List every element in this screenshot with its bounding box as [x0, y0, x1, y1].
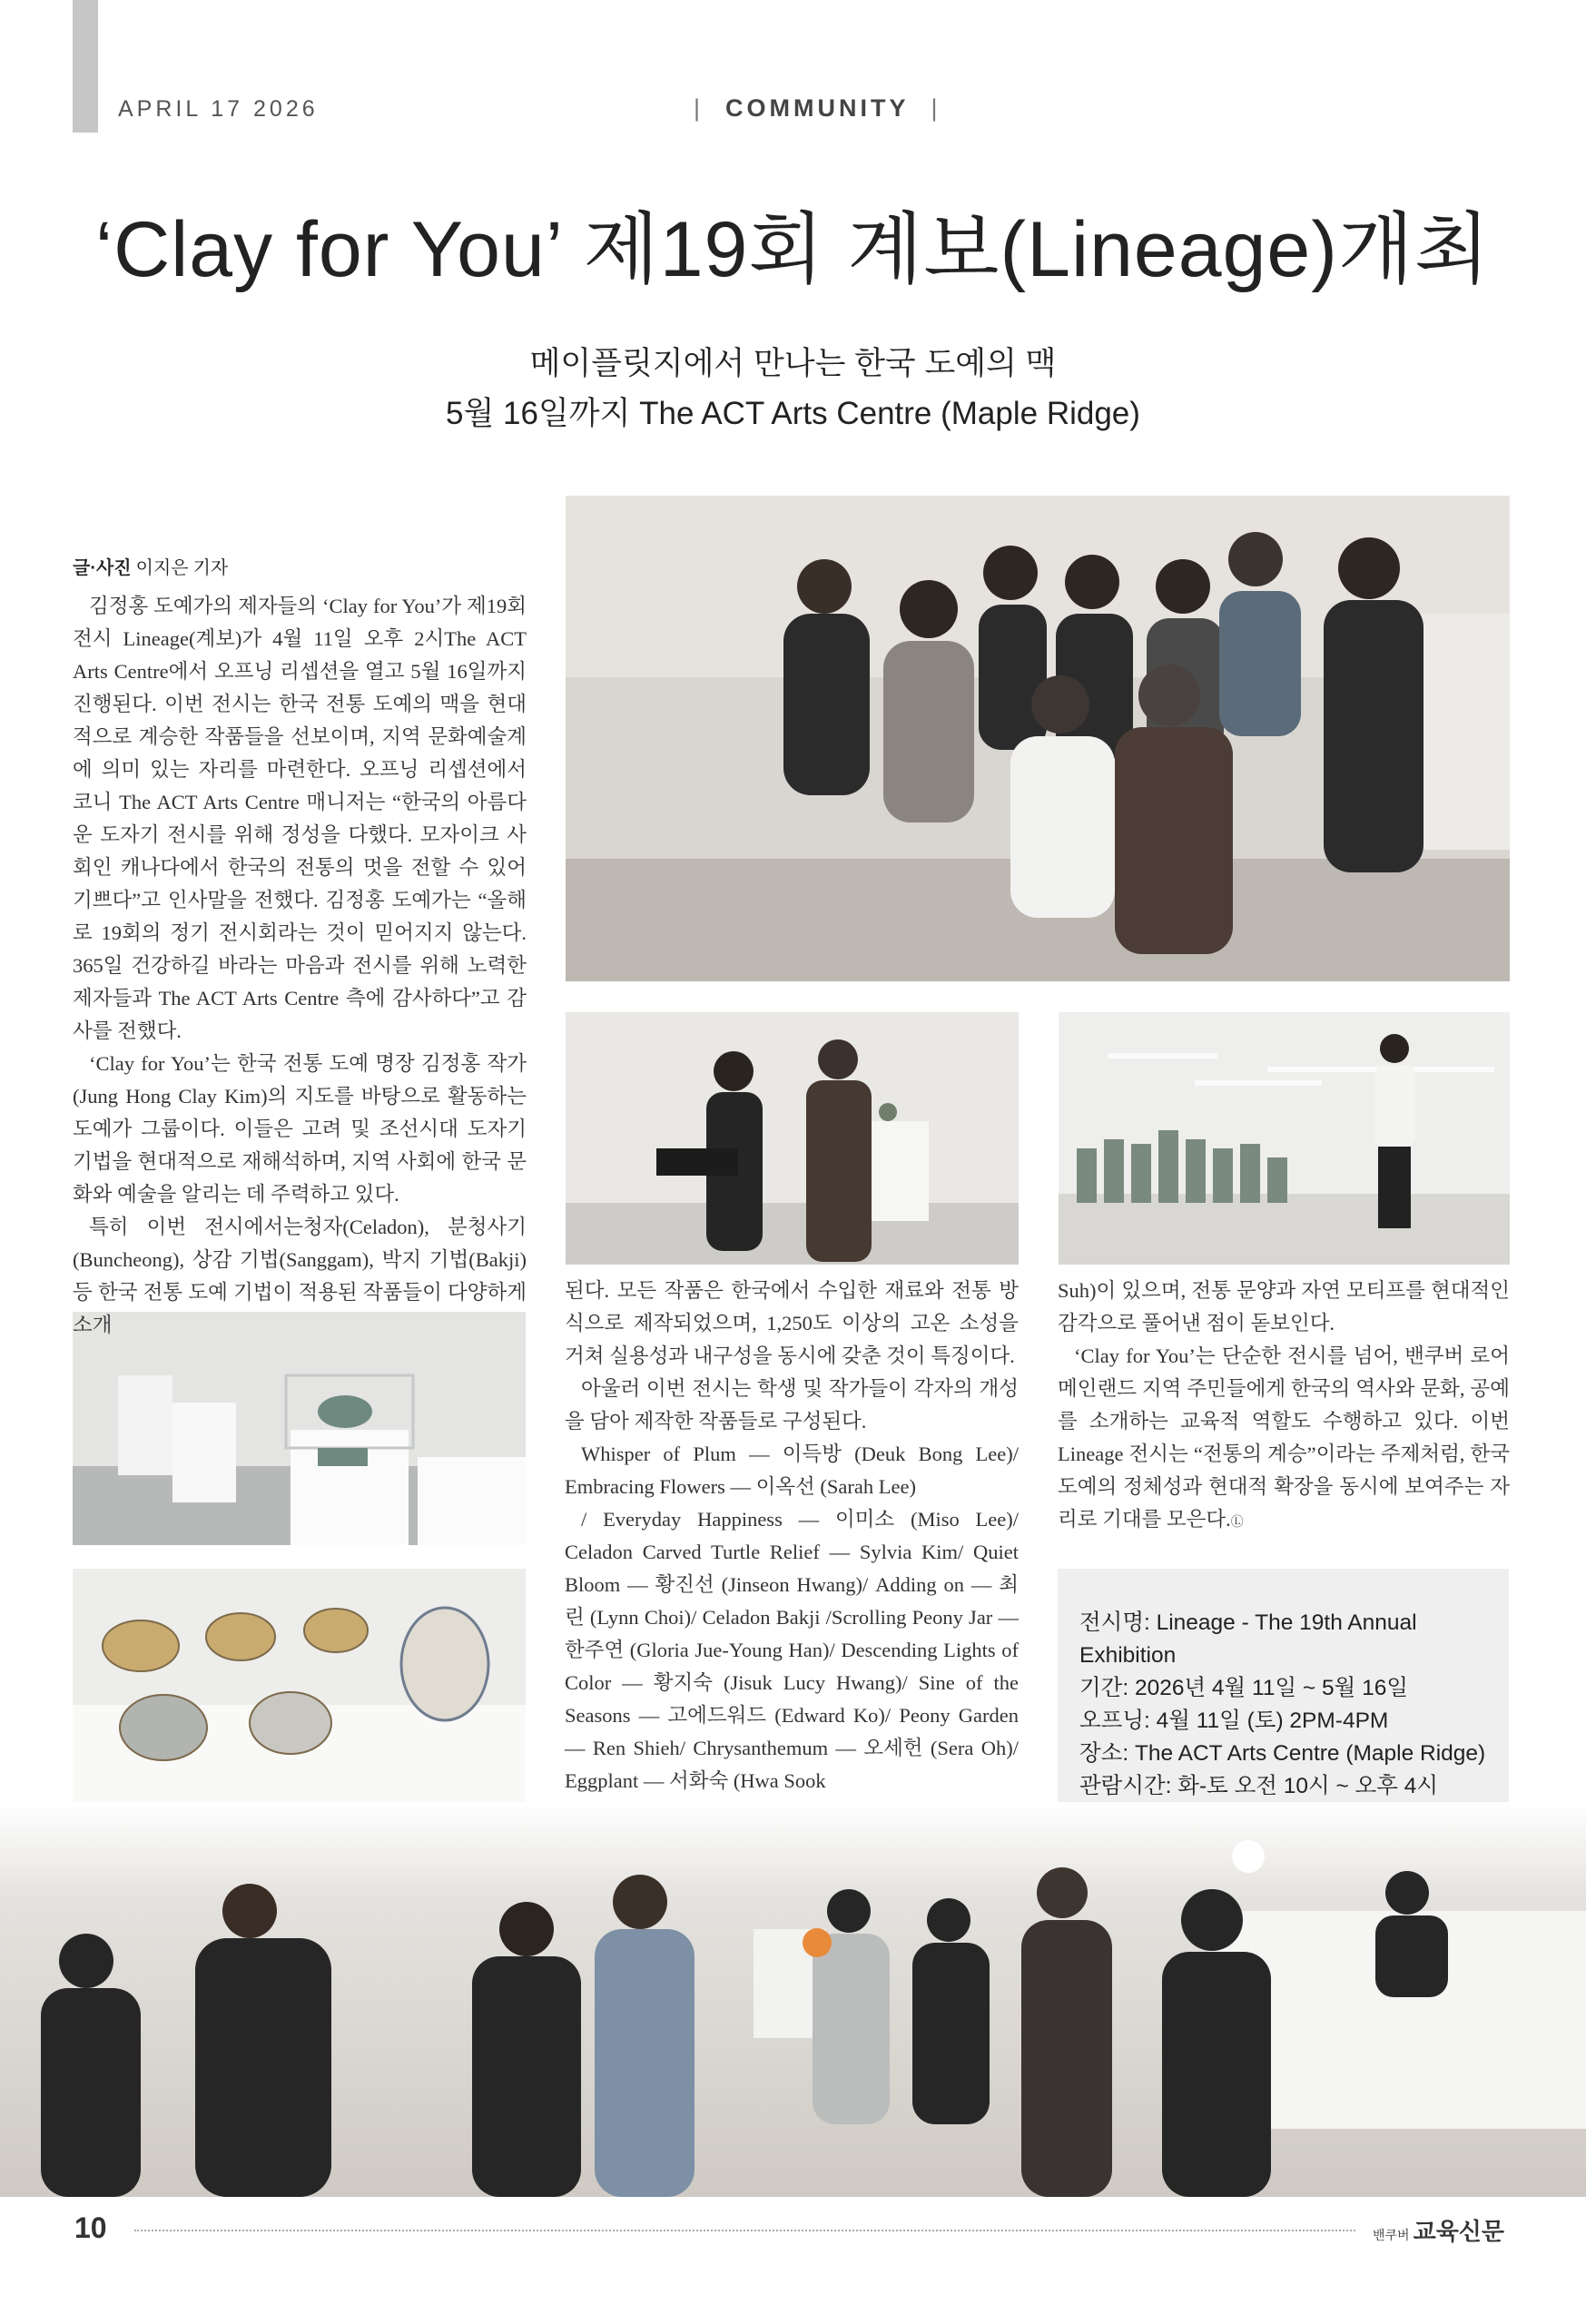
page-number: 10	[74, 2211, 107, 2244]
article-column-2	[565, 1275, 1019, 1797]
pottery-shelves-photo	[1059, 1012, 1510, 1265]
works-list: / Everyday Happiness — 이미소 (Miso Lee)/ Celadon Carved Turtle Relief — Sylvia Kim/ Quiet Bloom — 황진선 (Jinseon Hwang)/ Adding on — 최린 (Lynn Choi)/ Celadon Bakji /Scrolling Peony Jar — 한주연 (Gloria Jue-Young Han)/ Descending Lights of Color — 황지숙 (Jisuk Lucy Hwang)/ Sine of the Seasons — 고에드워드 (Edward Ko)/ Peony Garden — Ren Shieh/ Chrysanthemum — 오세헌 (Sera Oh)/ Eggplant — 서화숙 (Hwa Sook	[565, 1508, 1019, 1792]
byline-label: 글·사진	[73, 558, 132, 578]
brand-name: 교육신문	[1413, 2218, 1505, 2245]
byline	[73, 552, 527, 585]
brand-small: 밴쿠버	[1373, 2228, 1410, 2242]
exhibition-info-box	[1058, 1569, 1509, 1802]
subtitle-line-2: 5월 16일까지 The ACT Arts Centre (Maple Ridge)	[446, 396, 1140, 431]
works-list: Whisper of Plum — 이득방 (Deuk Bong Lee)/ Embracing Flowers — 이옥선 (Sarah Lee)	[565, 1443, 1019, 1498]
paragraph-text: ‘Clay for You’는 단순한 전시를 넘어, 밴쿠버 로어 메인랜드 지역 주민들에게 한국의 역사와 문화, 공예를 소개하는 교육적 역할도 수행하고 있다. 이번 Lineage 전시는 “전통의 계승”이라는 주제처럼, 한국 도예의 정체성과 현대적 확장을 동시에 보여주는 자리로 기대를 모은다.	[1058, 1344, 1510, 1531]
info-period: 기간: 2026년 4월 11일 ~ 5월 16일	[1079, 1676, 1409, 1700]
byline-name: 이지은 기자	[135, 558, 229, 578]
paragraph: 된다. 모든 작품은 한국에서 수입한 재료와 전통 방식으로 제작되었으며, 1,250도 이상의 고온 소성을 거쳐 실용성과 내구성을 동시에 갖춘 것이 특징이다.	[565, 1279, 1019, 1367]
reception-crowd-photo	[0, 1802, 1586, 2197]
section-label: | COMMUNITY |	[694, 94, 941, 122]
article-column-3	[1058, 1275, 1510, 1540]
info-hours: 관람시간: 화-토 오전 10시 ~ 오후 4시	[1079, 1774, 1438, 1798]
paragraph: 김정홍 도예가의 제자들의 ‘Clay for You’가 제19회 전시 Lineage(계보)가 4월 11일 오후 2시The ACT Arts Centre에서 오프닝 리셉션을 열고 5월 16일까지 진행된다. 이번 전시는 한국 전통 도예의 맥을 현대적으로 계승한 작품들을 선보이며, 지역 문화예술계에 의미 있는 자리를 마련한다. 오프닝 리셉션에서 코니 The ACT Arts Centre 매니저는 “한국의 아름다운 도자기 전시를 위해 정성을 다했다. 모자이크 사회인 캐나다에서 한국의 전통의 멋을 전할 수 있어 기쁘다”고 인사말을 전했다. 김정홍 도예가는 “올해로 19회의 정기 전시회라는 것이 믿어지지 않는다. 365일 건강하길 바라는 마음과 전시를 위해 노력한 제자들과 The ACT Arts Centre 측에 감사하다”고 감사를 전했다.	[73, 595, 527, 1042]
issue-date: APRIL 17 2026	[118, 96, 319, 122]
info-opening: 오프닝: 4월 11일 (토) 2PM-4PM	[1079, 1709, 1389, 1733]
article-title: ‘Clay for You’ 제19회 계보(Lineage)개최	[94, 206, 1492, 293]
footer-divider	[134, 2230, 1355, 2231]
paragraph: ‘Clay for You’는 한국 전통 도예 명장 김정홍 작가(Jung Hong Clay Kim)의 지도를 바탕으로 활동하는 도예가 그룹이다. 이들은 고려 및 조선시대 도자기 기법을 현대적으로 재해석하며, 지역 사회에 한국 문화와 예술을 알리는 데 주력하고 있다.	[73, 1052, 527, 1206]
top-accent-bar	[73, 0, 98, 133]
bowls-photo	[73, 1569, 526, 1802]
paragraph	[1058, 1340, 1510, 1540]
article-column-1	[73, 552, 527, 1342]
paragraph: 아울러 이번 전시는 학생 및 작가들이 각자의 개성을 담아 제작한 작품들로 구성된다.	[565, 1377, 1019, 1433]
info-venue: 장소: The ACT Arts Centre (Maple Ridge)	[1079, 1741, 1486, 1766]
group-photo	[566, 496, 1510, 981]
end-mark-icon: Ⓛ	[1230, 1516, 1244, 1530]
display-cases-photo	[73, 1312, 526, 1545]
paragraph: 특히 이번 전시에서는청자(Celadon), 분청사기(Buncheong), 상감 기법(Sanggam), 박지 기법(Bakji) 등 한국 전통 도예 기법이 적용된 작품들이 다양하게 소개	[73, 1216, 527, 1336]
publication-logo	[1373, 2213, 1504, 2247]
info-name: 전시명: Lineage - The 19th Annual Exhibition	[1079, 1610, 1417, 1668]
speakers-photo	[566, 1012, 1019, 1265]
paragraph: Suh)이 있으며, 전통 문양과 자연 모티프를 현대적인 감각으로 풀어낸 점이 돋보인다.	[1058, 1279, 1510, 1334]
section-name: COMMUNITY	[725, 94, 910, 122]
subtitle-line-1: 메이플릿지에서 만나는 한국 도예의 맥	[529, 346, 1057, 381]
